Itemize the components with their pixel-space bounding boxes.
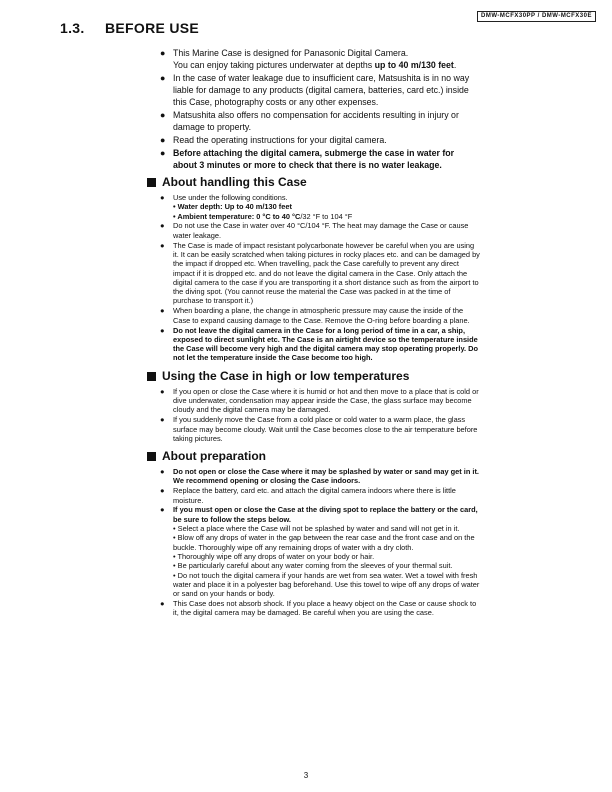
intro-depth-limit: up to 40 m/130 feet bbox=[374, 60, 454, 70]
ambient-temp-text: • Ambient temperature: 0 °C to 40 °C bbox=[173, 211, 301, 221]
condition-ambient-temp bbox=[173, 212, 480, 221]
heading-handling bbox=[147, 175, 480, 189]
handling-item-polycarbonate: ● The Case is made of impact resistant polycarbonate however be careful when you are using it. It can be easily scratched when taking pictures in rocky places etc. and can be damaged by the impact if dropped etc. When travelling, pack the Case carefully to prevent any direct impact if it is dropped etc. and do not leave the digital camera in the Case. Only attach the digital camera to the case if you are transporting it a short distance such as from the airport to the diving spot. (You cannot reuse the material the Case was packed in at the time of purchase to transport it.) bbox=[160, 241, 480, 306]
heading-temperatures bbox=[147, 369, 480, 383]
page-content bbox=[160, 47, 480, 618]
heading-preparation bbox=[147, 449, 480, 463]
temperature-item-cloudy: ● If you suddenly move the Case from a cold place or cold water to a warm place, the glass surface may become cloudy. Wait until the Case becomes close to the air temperature before taking pictures. bbox=[160, 415, 480, 443]
square-bullet-icon bbox=[147, 178, 156, 187]
intro-item-liability: ● In the case of water leakage due to insufficient care, Matsushita is in no way liable for damage to any products (digital camera, batteries, card etc.) inside this Case, photography costs or any other expenses. bbox=[160, 72, 480, 108]
preparation-item-shock: ● This Case does not absorb shock. If you place a heavy object on the Case or cause shock to it, the digital camera may be damaged. Be careful when you are using the case. bbox=[160, 599, 480, 618]
section-number: 1.3. bbox=[60, 20, 85, 36]
intro-item-read-instructions: ● Read the operating instructions for your digital camera. bbox=[160, 134, 480, 146]
heading-temperatures-text: Using the Case in high or low temperatures bbox=[162, 368, 410, 383]
section-heading bbox=[60, 20, 199, 36]
temperature-list bbox=[160, 387, 480, 443]
square-bullet-icon bbox=[147, 452, 156, 461]
intro-item-leak-check: ● Before attaching the digital camera, submerge the case in water for about 3 minutes or more to check that there is no water leakage. bbox=[160, 147, 480, 171]
water-depth-text: • Water depth: Up to 40 m/130 feet bbox=[173, 202, 292, 212]
step-item: • Do not touch the digital camera if your hands are wet from sea water. Wet a towel with fresh water and place it in a polyester bag beforehand. Use this towel to wipe off any drops of water or sand on your hands or body. bbox=[173, 570, 480, 599]
steps-sublist bbox=[173, 524, 480, 598]
step-item: • Select a place where the Case will not be splashed by water and sand will not get in it. bbox=[173, 524, 460, 534]
handling-item-car-warning: ● Do not leave the digital camera in the Case for a long period of time in a car, a ship, exposed to direct sunlight etc. The Case is an airtight device so the temperature inside the Case will become very high and the digital camera may stop operating properly. Do not let the temperature inside the Case become too high. bbox=[160, 326, 480, 363]
step-item: • Thoroughly wipe off any drops of water on your body or hair. bbox=[173, 551, 375, 561]
intro-list bbox=[160, 47, 480, 171]
intro-text: . bbox=[453, 60, 457, 70]
intro-item-marine-case bbox=[160, 47, 480, 71]
section-title: BEFORE USE bbox=[105, 20, 200, 36]
handling-list bbox=[160, 193, 480, 363]
use-conditions-text: Use under the following conditions. bbox=[173, 193, 288, 202]
intro-text: This Marine Case is designed for Panasonic Digital Camera. You can enjoy taking pictures underwater at depths bbox=[173, 48, 409, 70]
intro-item-compensation: ● Matsushita also offers no compensation for accidents resulting in injury or damage to property. bbox=[160, 109, 480, 133]
condition-water-depth bbox=[173, 202, 480, 211]
heading-preparation-text: About preparation bbox=[162, 449, 266, 464]
temperature-item-condensation: ● If you open or close the Case where it is humid or hot and then move to a place that is cold or dive underwater, condensation may appear inside the Case, the glass surface may become cloudy and the digital camera may be damaged. bbox=[160, 387, 480, 415]
preparation-item-diving-spot bbox=[160, 505, 480, 598]
handling-item-heat: ● Do not use the Case in water over 40 °C/104 °F. The heat may damage the Case or cause water leakage. bbox=[160, 221, 480, 240]
page-number: 3 bbox=[303, 771, 309, 780]
step-item: • Be particularly careful about any water coming from the sleeves of your thermal suit. bbox=[173, 561, 453, 571]
preparation-list bbox=[160, 467, 480, 618]
heading-handling-text: About handling this Case bbox=[162, 175, 307, 189]
step-item: • Blow off any drops of water in the gap between the rear case and the front case and on the buckle. Thoroughly wipe off any remaining drops of water with a dry cloth. bbox=[173, 533, 475, 552]
ambient-temp-fahrenheit: /32 °F to 104 °F bbox=[300, 211, 353, 221]
handling-item-plane: ● When boarding a plane, the change in atmospheric pressure may cause the inside of the Case to expand causing damage to the Case. Remove the O-ring before boarding a plane. bbox=[160, 306, 480, 325]
model-number-box: DMW-MCFX30PP / DMW-MCFX30E bbox=[477, 11, 596, 22]
preparation-item-replace-battery: ● Replace the battery, card etc. and attach the digital camera indoors where there is little moisture. bbox=[160, 486, 480, 505]
handling-item-conditions bbox=[160, 193, 480, 221]
preparation-item-indoors: ● Do not open or close the Case where it may be splashed by water or sand may get in it. We recommend opening or closing the Case indoors. bbox=[160, 467, 480, 486]
conditions-sublist bbox=[173, 202, 480, 221]
square-bullet-icon bbox=[147, 372, 156, 381]
diving-spot-text: If you must open or close the Case at the diving spot to replace the battery or the card, be sure to follow the steps below. bbox=[173, 505, 478, 524]
